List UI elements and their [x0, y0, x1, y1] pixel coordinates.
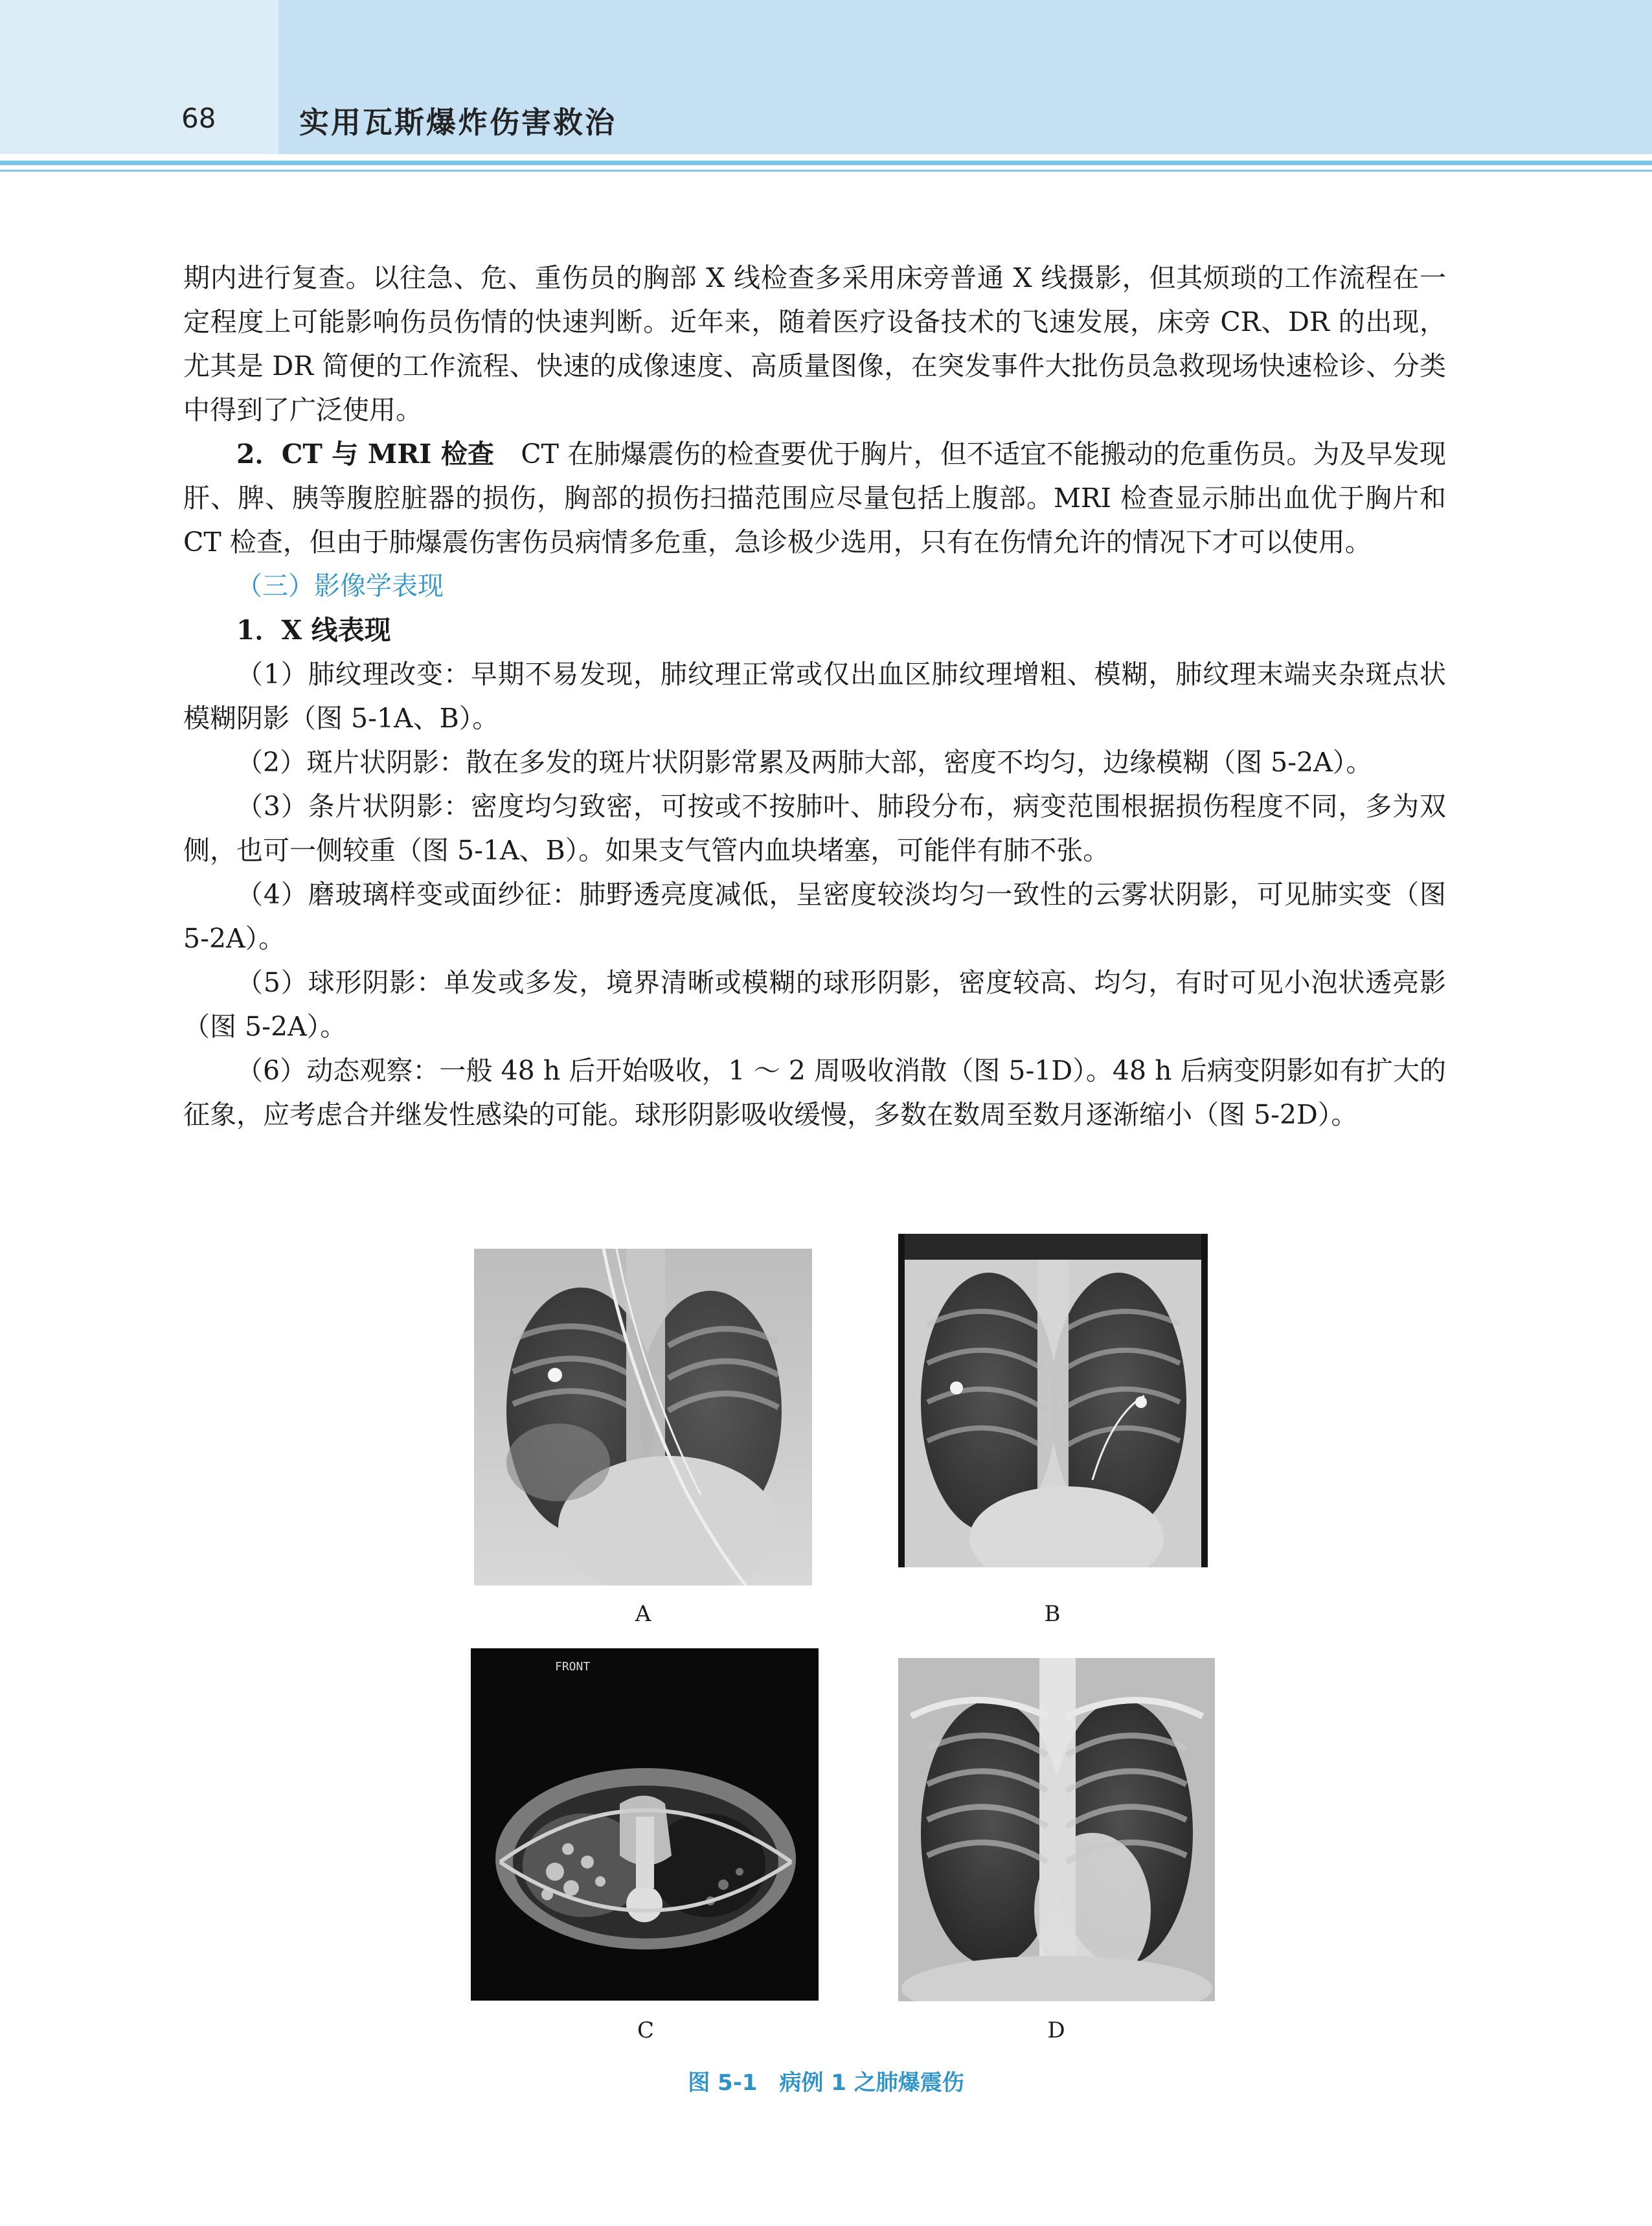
- paragraph: （2）斑片状阴影：散在多发的斑片状阴影常累及两肺大部，密度不均匀，边缘模糊（图 5-2A）。: [236, 747, 1373, 778]
- paragraph: 期内进行复查。以往急、危、重伤员的胸部 X 线检查多采用床旁普通 X 线摄影，但其烦琐的工作流程在一定程度上可能影响伤员伤情的快速判断。近年来，随着医疗设备技术的飞速发展，床旁 CR、DR 的出现，尤其是 DR 简便的工作流程、快速的成像速度、高质量图像，在突发事件大批伤员急救现场快速检诊、分类中得到了广泛使用。: [183, 262, 1446, 426]
- subsection-heading: 1．X 线表现: [236, 615, 391, 646]
- section-heading: （三）影像学表现: [236, 571, 444, 601]
- xray-image-b: [898, 1234, 1208, 1567]
- body-text: [183, 256, 1446, 1137]
- panel-label-b: B: [1044, 1601, 1061, 1627]
- header-rule: [0, 161, 1652, 165]
- paragraph: [183, 432, 1446, 564]
- header-band-left: [0, 0, 278, 154]
- ct-marker-label: FRONT: [555, 1660, 591, 1674]
- paragraph: （5）球形阴影：单发或多发，境界清晰或模糊的球形阴影，密度较高、均匀，有时可见小泡状透亮影（图 5-2A）。: [183, 967, 1446, 1042]
- panel-label-d: D: [1047, 2017, 1065, 2043]
- paragraph: （4）磨玻璃样变或面纱征：肺野透亮度减低，呈密度较淡均匀一致性的云雾状阴影，可见肺实变（图 5-2A）。: [183, 879, 1446, 954]
- xray-image-a: [474, 1249, 812, 1585]
- xray-image-d: [898, 1658, 1215, 2001]
- book-title: 实用瓦斯爆炸伤害救治: [299, 105, 617, 140]
- panel-label-a: A: [635, 1601, 651, 1627]
- paragraph: （1）肺纹理改变：早期不易发现，肺纹理正常或仅出血区肺纹理增粗、模糊，肺纹理末端夹杂斑点状模糊阴影（图 5-1A、B）。: [183, 659, 1446, 734]
- section-lead: 2．CT 与 MRI 检查: [236, 438, 495, 470]
- header-rule-thin: [0, 170, 1652, 172]
- paragraph: （6）动态观察：一般 48 h 后开始吸收，1 ～ 2 周吸收消散（图 5-1D）。48 h 后病变阴影如有扩大的征象，应考虑合并继发性感染的可能。球形阴影吸收缓慢，多数在数周至数月逐渐缩小（图 5-2D）。: [183, 1055, 1446, 1130]
- ct-image-c: [471, 1648, 819, 2001]
- paragraph: （3）条片状阴影：密度均匀致密，可按或不按肺叶、肺段分布，病变范围根据损伤程度不同，多为双侧，也可一侧较重（图 5-1A、B）。如果支气管内血块堵塞，可能伴有肺不张。: [183, 791, 1446, 866]
- page-number: 68: [181, 102, 216, 134]
- paragraph-text: CT 在肺爆震伤的检查要优于胸片，但不适宜不能搬动的危重伤员。为及早发现肝、脾、胰等腹腔脏器的损伤，胸部的损伤扫描范围应尽量包括上腹部。MRI 检查显示肺出血优于胸片和 CT 检查，但由于肺爆震伤害伤员病情多危重，急诊极少选用，只有在伤情允许的情况下才可以使用。: [183, 438, 1446, 558]
- figure-caption: 图 5-1 病例 1 之肺爆震伤: [688, 2070, 964, 2096]
- panel-label-c: C: [637, 2017, 654, 2043]
